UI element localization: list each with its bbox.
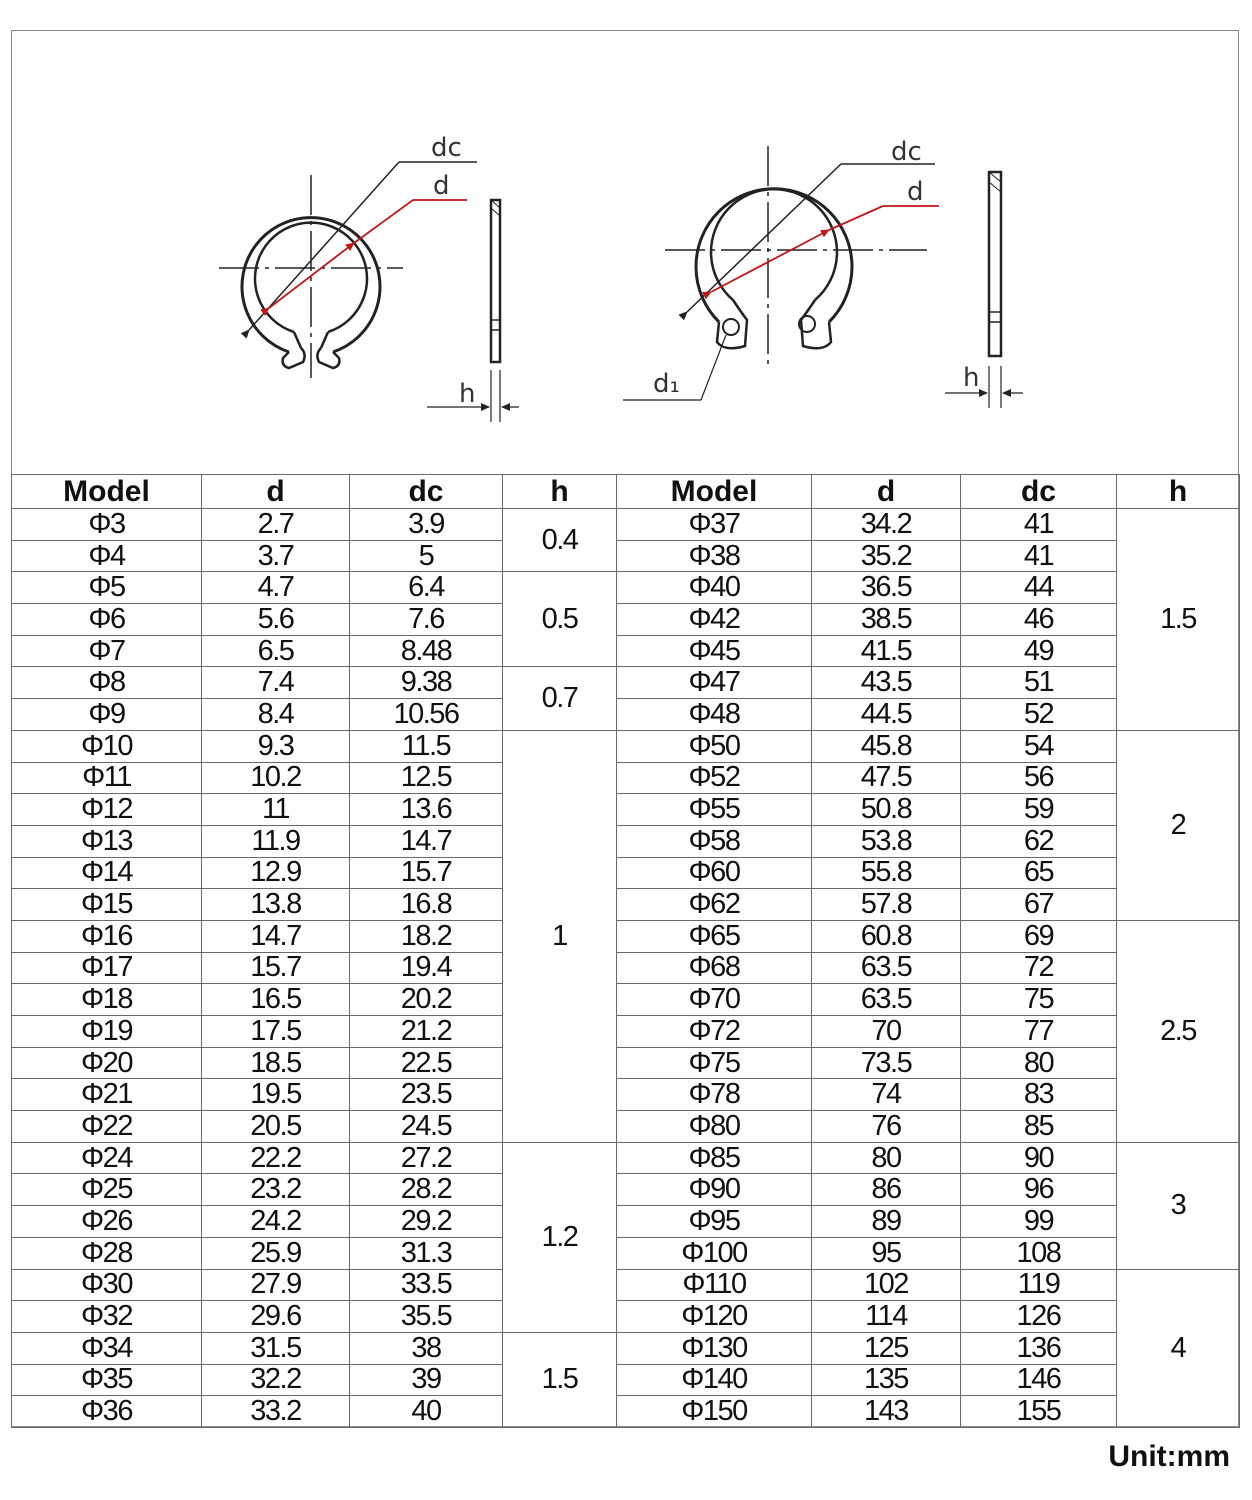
right-model-cell: Φ58 bbox=[617, 825, 812, 857]
right-d-cell: 43.5 bbox=[812, 667, 961, 699]
right-d1-label: d₁ bbox=[653, 369, 680, 399]
left-d-cell: 20.5 bbox=[202, 1111, 350, 1143]
left-model-cell: Φ9 bbox=[12, 699, 202, 731]
ring-diagrams bbox=[11, 30, 1239, 474]
header-model-left: Model bbox=[12, 475, 202, 509]
table-row bbox=[12, 1047, 1240, 1079]
left-model-cell: Φ16 bbox=[12, 920, 202, 952]
left-model-cell: Φ19 bbox=[12, 1016, 202, 1048]
right-model-cell: Φ45 bbox=[617, 635, 812, 667]
right-model-cell: Φ95 bbox=[617, 1206, 812, 1238]
header-d-left: d bbox=[202, 475, 350, 509]
right-model-cell: Φ37 bbox=[617, 509, 812, 541]
right-dc-cell: 136 bbox=[961, 1332, 1117, 1364]
right-model-cell: Φ48 bbox=[617, 699, 812, 731]
left-dc-cell: 39 bbox=[350, 1364, 503, 1396]
left-h-cell: 1.2 bbox=[503, 1142, 617, 1332]
header-dc-right: dc bbox=[961, 475, 1117, 509]
left-d-cell: 22.2 bbox=[202, 1142, 350, 1174]
right-dc-cell: 41 bbox=[961, 509, 1117, 541]
right-d-cell: 73.5 bbox=[812, 1047, 961, 1079]
header-dc-left: dc bbox=[350, 475, 503, 509]
right-dc-cell: 49 bbox=[961, 635, 1117, 667]
table-row bbox=[12, 1142, 1240, 1174]
left-dc-cell: 22.5 bbox=[350, 1047, 503, 1079]
table-row bbox=[12, 952, 1240, 984]
right-model-cell: Φ47 bbox=[617, 667, 812, 699]
right-model-cell: Φ75 bbox=[617, 1047, 812, 1079]
left-model-cell: Φ11 bbox=[12, 762, 202, 794]
left-d-cell: 10.2 bbox=[202, 762, 350, 794]
left-dc-cell: 7.6 bbox=[350, 604, 503, 636]
left-model-cell: Φ25 bbox=[12, 1174, 202, 1206]
left-model-cell: Φ6 bbox=[12, 604, 202, 636]
right-d-cell: 38.5 bbox=[812, 604, 961, 636]
left-dc-cell: 13.6 bbox=[350, 794, 503, 826]
left-dc-cell: 40 bbox=[350, 1396, 503, 1428]
right-d-cell: 70 bbox=[812, 1016, 961, 1048]
left-model-cell: Φ20 bbox=[12, 1047, 202, 1079]
left-dc-cell: 19.4 bbox=[350, 952, 503, 984]
left-dc-cell: 16.8 bbox=[350, 889, 503, 921]
left-model-cell: Φ12 bbox=[12, 794, 202, 826]
right-model-cell: Φ120 bbox=[617, 1301, 812, 1333]
table-row bbox=[12, 984, 1240, 1016]
right-model-cell: Φ38 bbox=[617, 540, 812, 572]
left-d-cell: 19.5 bbox=[202, 1079, 350, 1111]
right-model-cell: Φ80 bbox=[617, 1111, 812, 1143]
right-d-cell: 53.8 bbox=[812, 825, 961, 857]
right-dc-cell: 90 bbox=[961, 1142, 1117, 1174]
right-d-cell: 44.5 bbox=[812, 699, 961, 731]
left-d-cell: 2.7 bbox=[202, 509, 350, 541]
right-d-cell: 80 bbox=[812, 1142, 961, 1174]
table-row bbox=[12, 1332, 1240, 1364]
right-dc-cell: 41 bbox=[961, 540, 1117, 572]
header-d-right: d bbox=[812, 475, 961, 509]
left-dc-cell: 18.2 bbox=[350, 920, 503, 952]
left-dc-cell: 3.9 bbox=[350, 509, 503, 541]
table-row bbox=[12, 1364, 1240, 1396]
left-dc-cell: 23.5 bbox=[350, 1079, 503, 1111]
right-h-cell: 1.5 bbox=[1117, 509, 1240, 731]
right-model-cell: Φ85 bbox=[617, 1142, 812, 1174]
right-dc-cell: 119 bbox=[961, 1269, 1117, 1301]
right-dc-cell: 46 bbox=[961, 604, 1117, 636]
table-row bbox=[12, 730, 1240, 762]
left-model-cell: Φ5 bbox=[12, 572, 202, 604]
right-dc-cell: 96 bbox=[961, 1174, 1117, 1206]
left-model-cell: Φ24 bbox=[12, 1142, 202, 1174]
left-h-cell: 0.5 bbox=[503, 572, 617, 667]
left-model-cell: Φ26 bbox=[12, 1206, 202, 1238]
right-d-cell: 76 bbox=[812, 1111, 961, 1143]
right-d-cell: 95 bbox=[812, 1237, 961, 1269]
right-model-cell: Φ55 bbox=[617, 794, 812, 826]
right-d-cell: 143 bbox=[812, 1396, 961, 1428]
left-dc-cell: 27.2 bbox=[350, 1142, 503, 1174]
right-model-cell: Φ110 bbox=[617, 1269, 812, 1301]
right-d-cell: 102 bbox=[812, 1269, 961, 1301]
left-model-cell: Φ18 bbox=[12, 984, 202, 1016]
left-d-cell: 8.4 bbox=[202, 699, 350, 731]
right-model-cell: Φ72 bbox=[617, 1016, 812, 1048]
right-dc-cell: 146 bbox=[961, 1364, 1117, 1396]
left-dc-cell: 9.38 bbox=[350, 667, 503, 699]
left-d-cell: 13.8 bbox=[202, 889, 350, 921]
left-d-cell: 33.2 bbox=[202, 1396, 350, 1428]
table-row bbox=[12, 1269, 1240, 1301]
table-row bbox=[12, 1301, 1240, 1333]
right-model-cell: Φ40 bbox=[617, 572, 812, 604]
left-model-cell: Φ22 bbox=[12, 1111, 202, 1143]
left-dc-cell: 20.2 bbox=[350, 984, 503, 1016]
left-d-cell: 3.7 bbox=[202, 540, 350, 572]
left-model-cell: Φ17 bbox=[12, 952, 202, 984]
right-d-cell: 74 bbox=[812, 1079, 961, 1111]
left-d-cell: 27.9 bbox=[202, 1269, 350, 1301]
table-row bbox=[12, 1016, 1240, 1048]
left-model-cell: Φ3 bbox=[12, 509, 202, 541]
right-model-cell: Φ130 bbox=[617, 1332, 812, 1364]
left-model-cell: Φ35 bbox=[12, 1364, 202, 1396]
left-d-cell: 6.5 bbox=[202, 635, 350, 667]
left-dc-cell: 38 bbox=[350, 1332, 503, 1364]
left-d-cell: 24.2 bbox=[202, 1206, 350, 1238]
table-body bbox=[12, 509, 1240, 1428]
right-dc-cell: 67 bbox=[961, 889, 1117, 921]
left-d-cell: 17.5 bbox=[202, 1016, 350, 1048]
header-model-right: Model bbox=[617, 475, 812, 509]
left-d-cell: 11.9 bbox=[202, 825, 350, 857]
left-d-cell: 32.2 bbox=[202, 1364, 350, 1396]
table-row bbox=[12, 1396, 1240, 1428]
right-model-cell: Φ52 bbox=[617, 762, 812, 794]
right-d-cell: 36.5 bbox=[812, 572, 961, 604]
left-d-cell: 16.5 bbox=[202, 984, 350, 1016]
left-h-cell: 1 bbox=[503, 730, 617, 1142]
right-h-cell: 3 bbox=[1117, 1142, 1240, 1269]
right-model-cell: Φ100 bbox=[617, 1237, 812, 1269]
right-dc-cell: 108 bbox=[961, 1237, 1117, 1269]
left-model-cell: Φ32 bbox=[12, 1301, 202, 1333]
left-dc-cell: 10.56 bbox=[350, 699, 503, 731]
right-dc-cell: 126 bbox=[961, 1301, 1117, 1333]
right-d-cell: 63.5 bbox=[812, 952, 961, 984]
table-row bbox=[12, 825, 1240, 857]
left-dc-cell: 12.5 bbox=[350, 762, 503, 794]
left-d-cell: 4.7 bbox=[202, 572, 350, 604]
left-model-cell: Φ8 bbox=[12, 667, 202, 699]
right-d-label: d bbox=[907, 177, 924, 207]
right-dc-cell: 75 bbox=[961, 984, 1117, 1016]
left-h-cell: 1.5 bbox=[503, 1332, 617, 1427]
right-dc-cell: 54 bbox=[961, 730, 1117, 762]
right-model-cell: Φ62 bbox=[617, 889, 812, 921]
table-row bbox=[12, 635, 1240, 667]
left-d-cell: 14.7 bbox=[202, 920, 350, 952]
left-d-cell: 12.9 bbox=[202, 857, 350, 889]
right-d-cell: 41.5 bbox=[812, 635, 961, 667]
right-d-cell: 50.8 bbox=[812, 794, 961, 826]
left-model-cell: Φ7 bbox=[12, 635, 202, 667]
right-model-cell: Φ70 bbox=[617, 984, 812, 1016]
table-row bbox=[12, 699, 1240, 731]
left-dc-cell: 33.5 bbox=[350, 1269, 503, 1301]
left-d-label: d bbox=[433, 171, 450, 201]
right-dc-cell: 69 bbox=[961, 920, 1117, 952]
left-dc-label: dc bbox=[431, 133, 462, 163]
right-dc-cell: 77 bbox=[961, 1016, 1117, 1048]
right-h-cell: 2 bbox=[1117, 730, 1240, 920]
left-dc-cell: 28.2 bbox=[350, 1174, 503, 1206]
right-dc-cell: 44 bbox=[961, 572, 1117, 604]
right-dc-cell: 51 bbox=[961, 667, 1117, 699]
table-row bbox=[12, 509, 1240, 541]
table-row bbox=[12, 1237, 1240, 1269]
right-model-cell: Φ42 bbox=[617, 604, 812, 636]
right-d-cell: 60.8 bbox=[812, 920, 961, 952]
right-d-cell: 55.8 bbox=[812, 857, 961, 889]
circlip-size-table bbox=[11, 474, 1240, 1428]
circlip-drawings bbox=[11, 30, 1239, 474]
table-row bbox=[12, 1206, 1240, 1238]
right-d-cell: 47.5 bbox=[812, 762, 961, 794]
left-model-cell: Φ13 bbox=[12, 825, 202, 857]
right-model-cell: Φ150 bbox=[617, 1396, 812, 1428]
right-model-cell: Φ65 bbox=[617, 920, 812, 952]
table-row bbox=[12, 794, 1240, 826]
left-model-cell: Φ36 bbox=[12, 1396, 202, 1428]
left-h-cell: 0.7 bbox=[503, 667, 617, 730]
right-dc-cell: 99 bbox=[961, 1206, 1117, 1238]
right-h-label: h bbox=[963, 363, 980, 393]
left-h-cell: 0.4 bbox=[503, 509, 617, 572]
table-row bbox=[12, 889, 1240, 921]
left-model-cell: Φ21 bbox=[12, 1079, 202, 1111]
left-d-cell: 29.6 bbox=[202, 1301, 350, 1333]
left-dc-cell: 35.5 bbox=[350, 1301, 503, 1333]
table-row bbox=[12, 604, 1240, 636]
left-model-cell: Φ14 bbox=[12, 857, 202, 889]
table-row bbox=[12, 667, 1240, 699]
left-dc-cell: 24.5 bbox=[350, 1111, 503, 1143]
right-dc-cell: 80 bbox=[961, 1047, 1117, 1079]
right-d-cell: 125 bbox=[812, 1332, 961, 1364]
left-model-cell: Φ10 bbox=[12, 730, 202, 762]
right-model-cell: Φ60 bbox=[617, 857, 812, 889]
table-row bbox=[12, 1111, 1240, 1143]
left-dc-cell: 15.7 bbox=[350, 857, 503, 889]
right-dc-cell: 56 bbox=[961, 762, 1117, 794]
left-dc-cell: 29.2 bbox=[350, 1206, 503, 1238]
left-d-cell: 15.7 bbox=[202, 952, 350, 984]
right-model-cell: Φ90 bbox=[617, 1174, 812, 1206]
left-dc-cell: 21.2 bbox=[350, 1016, 503, 1048]
left-d-cell: 5.6 bbox=[202, 604, 350, 636]
left-model-cell: Φ34 bbox=[12, 1332, 202, 1364]
left-d-cell: 7.4 bbox=[202, 667, 350, 699]
right-d-cell: 34.2 bbox=[812, 509, 961, 541]
left-dc-cell: 31.3 bbox=[350, 1237, 503, 1269]
left-d-cell: 25.9 bbox=[202, 1237, 350, 1269]
table-row bbox=[12, 920, 1240, 952]
right-model-cell: Φ68 bbox=[617, 952, 812, 984]
right-dc-cell: 85 bbox=[961, 1111, 1117, 1143]
right-d-cell: 63.5 bbox=[812, 984, 961, 1016]
left-d-cell: 11 bbox=[202, 794, 350, 826]
right-dc-cell: 155 bbox=[961, 1396, 1117, 1428]
right-dc-cell: 52 bbox=[961, 699, 1117, 731]
left-d-cell: 31.5 bbox=[202, 1332, 350, 1364]
table-row bbox=[12, 857, 1240, 889]
right-dc-cell: 62 bbox=[961, 825, 1117, 857]
table-header-row bbox=[12, 475, 1240, 509]
table-row bbox=[12, 572, 1240, 604]
table-row bbox=[12, 1079, 1240, 1111]
right-h-cell: 4 bbox=[1117, 1269, 1240, 1427]
right-dc-cell: 72 bbox=[961, 952, 1117, 984]
right-dc-label: dc bbox=[891, 137, 922, 167]
right-d-cell: 57.8 bbox=[812, 889, 961, 921]
right-dc-cell: 65 bbox=[961, 857, 1117, 889]
left-dc-cell: 8.48 bbox=[350, 635, 503, 667]
right-h-cell: 2.5 bbox=[1117, 920, 1240, 1142]
left-model-cell: Φ15 bbox=[12, 889, 202, 921]
table-row bbox=[12, 1174, 1240, 1206]
left-d-cell: 9.3 bbox=[202, 730, 350, 762]
right-model-cell: Φ50 bbox=[617, 730, 812, 762]
header-h-right: h bbox=[1117, 475, 1240, 509]
table-row bbox=[12, 762, 1240, 794]
right-d-cell: 45.8 bbox=[812, 730, 961, 762]
unit-note: Unit:mm bbox=[1108, 1440, 1230, 1473]
left-model-cell: Φ28 bbox=[12, 1237, 202, 1269]
left-d-cell: 18.5 bbox=[202, 1047, 350, 1079]
left-model-cell: Φ4 bbox=[12, 540, 202, 572]
right-d-cell: 114 bbox=[812, 1301, 961, 1333]
right-d-cell: 135 bbox=[812, 1364, 961, 1396]
right-dc-cell: 59 bbox=[961, 794, 1117, 826]
left-h-label: h bbox=[459, 379, 476, 409]
left-d-cell: 23.2 bbox=[202, 1174, 350, 1206]
right-d-cell: 35.2 bbox=[812, 540, 961, 572]
left-dc-cell: 5 bbox=[350, 540, 503, 572]
right-model-cell: Φ78 bbox=[617, 1079, 812, 1111]
right-dc-cell: 83 bbox=[961, 1079, 1117, 1111]
header-h-left: h bbox=[503, 475, 617, 509]
right-d-cell: 89 bbox=[812, 1206, 961, 1238]
right-model-cell: Φ140 bbox=[617, 1364, 812, 1396]
left-model-cell: Φ30 bbox=[12, 1269, 202, 1301]
right-d-cell: 86 bbox=[812, 1174, 961, 1206]
left-dc-cell: 14.7 bbox=[350, 825, 503, 857]
left-dc-cell: 11.5 bbox=[350, 730, 503, 762]
table-row bbox=[12, 540, 1240, 572]
left-dc-cell: 6.4 bbox=[350, 572, 503, 604]
